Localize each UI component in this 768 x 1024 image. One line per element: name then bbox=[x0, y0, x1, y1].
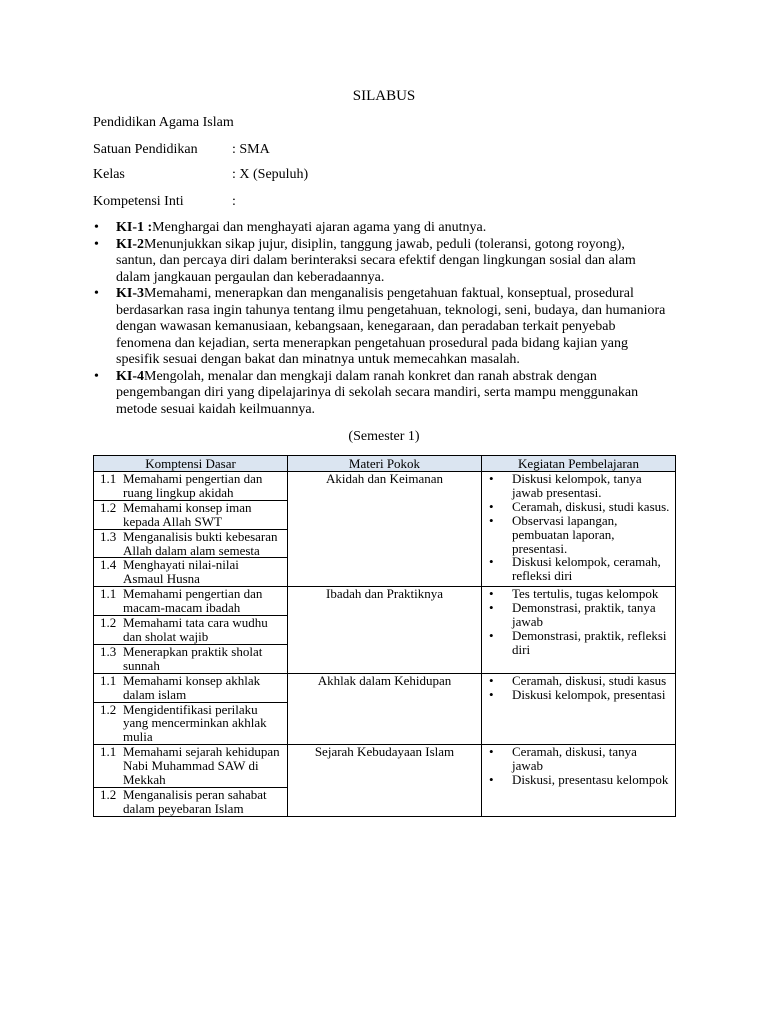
bullet-icon bbox=[489, 674, 512, 688]
bullet-icon bbox=[489, 745, 512, 773]
bullet-icon bbox=[489, 472, 512, 500]
kegiatan-text bbox=[512, 745, 637, 773]
table-header-row bbox=[94, 456, 676, 472]
kegiatan-text-line: Ceramah, diskusi, studi kasus. bbox=[512, 498, 670, 514]
kegiatan-item bbox=[482, 500, 675, 514]
kd-entry bbox=[94, 501, 287, 529]
bullet-icon bbox=[489, 629, 512, 657]
kd-text-line: dalam islam bbox=[123, 686, 187, 702]
kd-text-line: Mengidentifikasi perilaku bbox=[123, 701, 258, 717]
kompetensi-inti-list bbox=[93, 220, 693, 419]
kd-text-line: kepada Allah SWT bbox=[123, 513, 222, 529]
bullet-icon bbox=[489, 500, 512, 514]
kegiatan-cell bbox=[482, 673, 676, 745]
meta-label: Kelas bbox=[93, 167, 125, 182]
kegiatan-item bbox=[482, 688, 675, 702]
kegiatan-text-line: Ceramah, diskusi, tanya bbox=[512, 744, 637, 760]
document-title: SILABUS bbox=[352, 88, 416, 104]
kegiatan-text bbox=[512, 629, 667, 657]
bullet-icon bbox=[489, 601, 512, 629]
table-row bbox=[94, 472, 676, 501]
semester-label: (Semester 1) bbox=[348, 429, 420, 444]
kegiatan-text-line: Demonstrasi, praktik, refleksi bbox=[512, 627, 667, 643]
kd-text bbox=[123, 558, 239, 586]
kegiatan-item bbox=[482, 555, 675, 583]
kd-text bbox=[123, 587, 262, 615]
kd-text-line: Mekkah bbox=[123, 772, 166, 788]
ki-text: berdasarkan rasa ingin tahunya tentang ilmu pengetahuan, teknologi, seni, budaya, dan humaniora bbox=[116, 302, 666, 318]
kd-text-line: mulia bbox=[123, 729, 153, 745]
kd-entry bbox=[94, 472, 287, 500]
kd-text-line: Menganalisis peran sahabat bbox=[123, 786, 267, 802]
ki-item-2 bbox=[93, 237, 693, 287]
kegiatan-text bbox=[512, 500, 669, 514]
kd-text-line: Menerapkan praktik sholat bbox=[123, 643, 263, 659]
ki-label: KI-1 : bbox=[116, 220, 153, 235]
meta-row-kompetensi-inti bbox=[93, 194, 513, 210]
kegiatan-text bbox=[512, 674, 666, 688]
bullet-icon bbox=[93, 369, 116, 386]
ki-body bbox=[116, 237, 636, 287]
kegiatan-item bbox=[482, 601, 675, 629]
ki-text: Menghargai dan menghayati ajaran agama yang di anutnya. bbox=[152, 220, 487, 235]
ki-label: KI-3 bbox=[116, 286, 144, 302]
ki-label: KI-4 bbox=[116, 368, 144, 384]
kd-cell bbox=[94, 472, 288, 501]
kegiatan-text-line: Diskusi kelompok, tanya bbox=[512, 471, 642, 486]
ki-text: Mengolah, menalar dan mengkaji dalam ranah konkret dan ranah abstrak dengan bbox=[144, 368, 597, 384]
kd-entry bbox=[94, 587, 287, 615]
kegiatan-text-line: jawab bbox=[512, 758, 544, 774]
ki-text: spesifik sesuai dengan bakat dan minatnya untuk memecahkan masalah. bbox=[116, 352, 520, 368]
kegiatan-text-line: refleksi diri bbox=[512, 568, 573, 584]
kd-number: 1.1 bbox=[100, 471, 117, 486]
kegiatan-cell bbox=[482, 745, 676, 817]
ki-text: Memahami, menerapkan dan menganalisis pengetahuan faktual, konseptual, prosedural bbox=[144, 286, 634, 302]
kegiatan-text bbox=[512, 472, 642, 500]
meta-row-satuan-pendidikan bbox=[93, 142, 513, 158]
kd-cell bbox=[94, 673, 288, 702]
kd-number: 1.1 bbox=[100, 672, 117, 688]
kegiatan-text-line: Diskusi kelompok, presentasi bbox=[512, 686, 666, 702]
ki-text: fenomena dan kejadian, serta menerapkan pengetahuan prosedural pada bidang kajian yang bbox=[116, 335, 628, 351]
kd-text-line: ruang lingkup akidah bbox=[123, 484, 234, 500]
kd-cell bbox=[94, 500, 288, 529]
bullet-icon bbox=[489, 773, 512, 787]
meta-label: Kompetensi Inti bbox=[93, 194, 184, 209]
kd-cell bbox=[94, 558, 288, 587]
kd-cell bbox=[94, 787, 288, 816]
kegiatan-item bbox=[482, 472, 675, 500]
ki-text: Menunjukkan sikap jujur, disiplin, tanggung jawab, peduli (toleransi, gotong royong), bbox=[144, 236, 625, 252]
kd-entry bbox=[94, 558, 287, 586]
ki-line bbox=[116, 237, 636, 254]
bullet-icon bbox=[93, 286, 116, 303]
kd-text bbox=[123, 616, 268, 644]
header-kegiatan-pembelajaran: Kegiatan Pembelajaran bbox=[482, 456, 676, 472]
kegiatan-text bbox=[512, 587, 658, 601]
kegiatan-cell bbox=[482, 587, 676, 673]
kd-entry bbox=[94, 745, 287, 787]
kegiatan-text bbox=[512, 773, 668, 787]
kegiatan-text-line: pembuatan laporan, bbox=[512, 526, 615, 542]
meta-value: : SMA bbox=[232, 142, 270, 157]
kegiatan-text-line: jawab presentasi. bbox=[512, 484, 602, 500]
header-materi-pokok: Materi Pokok bbox=[288, 456, 482, 472]
ki-line bbox=[116, 286, 665, 303]
kd-cell bbox=[94, 644, 288, 673]
kegiatan-text-line: Ceramah, diskusi, studi kasus bbox=[512, 672, 667, 688]
subject-name: Pendidikan Agama Islam bbox=[93, 115, 234, 130]
materi-pokok-cell: Ibadah dan Praktiknya bbox=[288, 587, 482, 673]
materi-pokok-cell: Akhlak dalam Kehidupan bbox=[288, 673, 482, 745]
kd-text-line: Allah dalam alam semesta bbox=[123, 542, 260, 558]
kd-text-line: sunnah bbox=[123, 657, 160, 673]
kd-number: 1.3 bbox=[100, 643, 117, 659]
ki-label: KI-2 bbox=[116, 236, 144, 252]
kd-number: 1.2 bbox=[100, 615, 117, 631]
table-row bbox=[94, 745, 676, 788]
meta-value: : X (Sepuluh) bbox=[232, 167, 309, 182]
ki-body bbox=[116, 286, 665, 369]
materi-pokok-cell: Akidah dan Keimanan bbox=[288, 472, 482, 587]
ki-body bbox=[116, 369, 638, 419]
ki-item-3 bbox=[93, 286, 693, 369]
ki-line bbox=[116, 369, 638, 386]
kegiatan-item bbox=[482, 514, 675, 556]
kd-text bbox=[123, 501, 252, 529]
kd-text-line: Menganalisis bukti kebesaran bbox=[123, 528, 278, 544]
bullet-icon bbox=[489, 688, 512, 702]
kd-text bbox=[123, 674, 260, 702]
syllabus-table bbox=[93, 455, 676, 817]
kd-number: 1.2 bbox=[100, 786, 117, 802]
kegiatan-text-line: Tes tertulis, tugas kelompok bbox=[512, 586, 659, 602]
kd-text bbox=[123, 788, 267, 816]
kd-text bbox=[123, 745, 280, 787]
kegiatan-text bbox=[512, 601, 656, 629]
kegiatan-item bbox=[482, 629, 675, 657]
kd-text bbox=[123, 645, 262, 673]
ki-item-1 bbox=[93, 220, 693, 237]
kd-text-line: Memahami konsep iman bbox=[123, 499, 252, 515]
ki-text: pengembangan diri yang dipelajarinya di sekolah secara mandiri, serta mampu menggunakan bbox=[116, 385, 639, 401]
materi-pokok-cell: Sejarah Kebudayaan Islam bbox=[288, 745, 482, 817]
table-row bbox=[94, 673, 676, 702]
kd-number: 1.4 bbox=[100, 557, 117, 573]
kd-text bbox=[123, 472, 262, 500]
kd-number: 1.1 bbox=[100, 586, 117, 602]
kd-cell bbox=[94, 702, 288, 745]
kd-number: 1.2 bbox=[100, 701, 117, 717]
kegiatan-text-line: jawab bbox=[512, 614, 544, 630]
kd-entry bbox=[94, 645, 287, 673]
kd-cell bbox=[94, 587, 288, 616]
kd-text-line: dalam peyebaran Islam bbox=[123, 800, 244, 816]
bullet-icon bbox=[489, 555, 512, 583]
kd-entry bbox=[94, 674, 287, 702]
kd-text-line: Memahami konsep akhlak bbox=[123, 672, 261, 688]
kd-number: 1.1 bbox=[100, 744, 117, 760]
table-row bbox=[94, 587, 676, 616]
ki-line bbox=[116, 220, 486, 237]
bullet-icon bbox=[93, 220, 116, 237]
kd-text bbox=[123, 703, 267, 745]
kd-cell bbox=[94, 616, 288, 645]
kegiatan-item bbox=[482, 745, 675, 773]
ki-item-4 bbox=[93, 369, 693, 419]
kegiatan-text-line: Diskusi kelompok, ceramah, bbox=[512, 554, 661, 570]
kegiatan-item bbox=[482, 587, 675, 601]
kegiatan-text-line: Demonstrasi, praktik, tanya bbox=[512, 600, 656, 616]
ki-text: santun, dan percaya diri dalam berinteraksi secara efektif dengan lingkungan sosial dan alam bbox=[116, 253, 636, 269]
meta-label: Satuan Pendidikan bbox=[93, 142, 198, 157]
kd-entry bbox=[94, 530, 287, 558]
kd-text-line: Memahami sejarah kehidupan bbox=[123, 744, 280, 760]
kd-text-line: macam-macam ibadah bbox=[123, 600, 241, 616]
kd-cell bbox=[94, 529, 288, 558]
ki-text: dalam jangkauan pergaulan dan keberadaannya. bbox=[116, 269, 385, 285]
kd-number: 1.3 bbox=[100, 528, 117, 544]
kegiatan-item bbox=[482, 773, 675, 787]
meta-row-kelas bbox=[93, 167, 513, 183]
kd-text-line: yang mencerminkan akhlak bbox=[123, 715, 267, 731]
header-kompetensi-dasar: Komptensi Dasar bbox=[94, 456, 288, 472]
kd-text-line: Nabi Muhammad SAW di bbox=[123, 758, 259, 774]
kd-text-line: Menghayati nilai-nilai bbox=[123, 557, 239, 573]
kd-text-line: Asmaul Husna bbox=[123, 571, 200, 587]
kegiatan-item bbox=[482, 674, 675, 688]
kegiatan-text bbox=[512, 688, 665, 702]
kegiatan-text-line: Observasi lapangan, bbox=[512, 512, 618, 528]
kd-text-line: Memahami pengertian dan bbox=[123, 586, 263, 602]
kd-entry bbox=[94, 616, 287, 644]
kd-entry bbox=[94, 788, 287, 816]
kd-number: 1.2 bbox=[100, 499, 117, 515]
bullet-icon bbox=[489, 587, 512, 601]
kd-text-line: dan sholat wajib bbox=[123, 628, 209, 644]
kd-text-line: Memahami pengertian dan bbox=[123, 471, 263, 486]
kegiatan-cell bbox=[482, 472, 676, 587]
kd-cell bbox=[94, 745, 288, 788]
ki-body bbox=[116, 220, 486, 237]
kegiatan-text-line: Diskusi, presentasu kelompok bbox=[512, 772, 669, 788]
kegiatan-text bbox=[512, 514, 617, 556]
kegiatan-text bbox=[512, 555, 661, 583]
kd-text-line: Memahami tata cara wudhu bbox=[123, 615, 268, 631]
ki-text: dengan wawasan kemanusiaan, kebangsaan, kenegaraan, dan peradaban terkait penyebab bbox=[116, 319, 616, 335]
bullet-icon bbox=[93, 237, 116, 254]
kegiatan-text-line: presentasi. bbox=[512, 540, 568, 556]
bullet-icon bbox=[489, 514, 512, 556]
kd-text bbox=[123, 530, 278, 558]
ki-text: metode sesuai kaidah keilmuannya. bbox=[116, 402, 316, 418]
kd-entry bbox=[94, 703, 287, 745]
kegiatan-text-line: diri bbox=[512, 641, 531, 657]
meta-value: : bbox=[232, 194, 236, 209]
